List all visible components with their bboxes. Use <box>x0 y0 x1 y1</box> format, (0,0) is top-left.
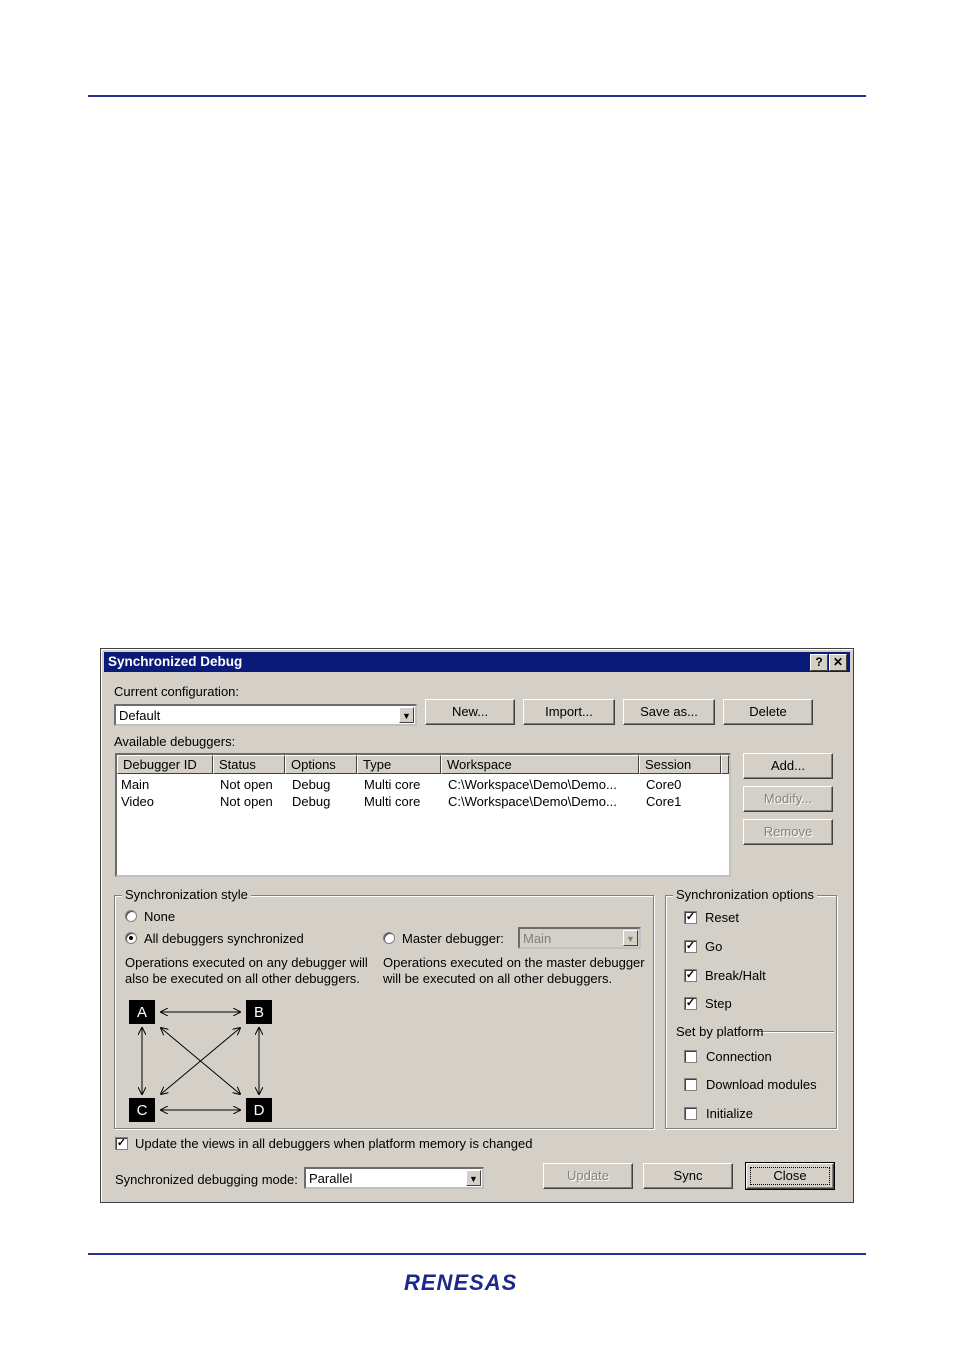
node-b: B <box>246 1000 272 1024</box>
debugging-mode-select[interactable] <box>304 1167 484 1189</box>
connection-label[interactable]: Connection <box>706 1049 772 1064</box>
row-status: Not open <box>220 794 273 809</box>
import-button[interactable]: Import... <box>523 699 615 725</box>
renesas-logo: RENESAS <box>404 1270 518 1295</box>
node-a: A <box>129 1000 155 1024</box>
synchronization-style-group <box>114 887 654 1129</box>
none-radio[interactable] <box>125 910 137 922</box>
master-debugger-value: Main <box>523 931 552 946</box>
download-modules-label[interactable]: Download modules <box>706 1077 817 1092</box>
row-workspace: C:\Workspace\Demo\Demo... <box>448 794 617 809</box>
close-window-button[interactable]: ✕ <box>829 654 847 671</box>
delete-button[interactable]: Delete <box>723 699 813 725</box>
break-halt-label[interactable]: Break/Halt <box>705 968 766 983</box>
available-debuggers-label: Available debuggers: <box>114 734 236 749</box>
all-synchronized-label[interactable]: All debuggers synchronized <box>144 931 304 946</box>
column-header-status[interactable]: Status <box>213 755 285 774</box>
reset-checkbox[interactable]: ✓ <box>685 911 696 923</box>
synchronized-debug-dialog <box>100 648 854 1203</box>
add-button[interactable]: Add... <box>743 753 833 779</box>
initialize-label[interactable]: Initialize <box>706 1106 753 1121</box>
row-debugger-id: Video <box>121 794 155 809</box>
synchronization-options-title: Synchronization options <box>673 887 817 902</box>
master-debugger-select[interactable] <box>518 927 641 949</box>
synchronization-style-title: Synchronization style <box>122 887 251 902</box>
step-label[interactable]: Step <box>705 996 732 1011</box>
all-desc-line-1: Operations executed on any debugger will <box>125 955 368 970</box>
sync-button[interactable]: Sync <box>643 1163 733 1189</box>
initialize-checkbox[interactable] <box>684 1107 697 1120</box>
platform-divider <box>756 1031 834 1033</box>
dialog-title: Synchronized Debug <box>108 654 243 669</box>
bottom-rule <box>88 1253 866 1255</box>
close-button-label: Close <box>750 1167 830 1185</box>
new-button[interactable]: New... <box>425 699 515 725</box>
go-label[interactable]: Go <box>705 939 723 954</box>
row-session: Core1 <box>646 794 682 809</box>
node-c: C <box>129 1098 155 1122</box>
all-synchronized-radio[interactable] <box>125 932 137 944</box>
mode-label: Synchronized debugging mode: <box>115 1172 298 1187</box>
column-header-debugger-id[interactable]: Debugger ID <box>117 755 213 774</box>
step-checkbox[interactable]: ✓ <box>685 997 696 1009</box>
master-debugger-label[interactable]: Master debugger: <box>402 931 504 946</box>
column-header-session[interactable]: Session <box>639 755 721 774</box>
chevron-down-icon[interactable]: ▼ <box>623 930 638 946</box>
master-desc-line-2: will be executed on all other debuggers. <box>383 971 613 986</box>
chevron-down-icon[interactable]: ▼ <box>399 707 414 723</box>
column-header-workspace[interactable]: Workspace <box>441 755 639 774</box>
modify-button[interactable]: Modify... <box>743 786 833 812</box>
row-type: Multi core <box>364 794 421 809</box>
update-views-checkbox[interactable]: ✓ <box>116 1137 127 1149</box>
synchronization-options-group <box>665 887 837 1129</box>
chevron-down-icon[interactable]: ▼ <box>466 1170 481 1186</box>
debuggers-list[interactable] <box>115 753 731 877</box>
row-type: Multi core <box>364 777 421 792</box>
download-modules-checkbox[interactable] <box>684 1078 697 1091</box>
master-debugger-radio[interactable] <box>383 932 395 944</box>
update-views-label[interactable]: Update the views in all debuggers when platform memory is changed <box>135 1136 533 1151</box>
set-by-platform-title: Set by platform <box>676 1024 764 1039</box>
column-header-type[interactable]: Type <box>357 755 441 774</box>
column-header-filler <box>721 755 729 774</box>
current-configuration-label: Current configuration: <box>114 684 240 699</box>
top-rule <box>88 95 866 97</box>
title-bar <box>104 652 850 672</box>
break-halt-checkbox[interactable]: ✓ <box>685 969 696 981</box>
row-workspace: C:\Workspace\Demo\Demo... <box>448 777 617 792</box>
remove-button[interactable]: Remove <box>743 819 833 845</box>
all-desc-line-2: also be executed on all other debuggers. <box>125 971 360 986</box>
reset-label[interactable]: Reset <box>705 910 739 925</box>
row-session: Core0 <box>646 777 682 792</box>
debugging-mode-value: Parallel <box>309 1171 353 1186</box>
row-options: Debug <box>292 794 331 809</box>
row-debugger-id: Main <box>121 777 150 792</box>
connection-checkbox[interactable] <box>684 1050 697 1063</box>
help-button[interactable]: ? <box>810 654 828 671</box>
close-button[interactable] <box>746 1163 834 1189</box>
configuration-value: Default <box>119 708 161 723</box>
master-desc-line-1: Operations executed on the master debugger <box>383 955 645 970</box>
node-d: D <box>246 1098 272 1122</box>
row-status: Not open <box>220 777 273 792</box>
column-header-options[interactable]: Options <box>285 755 357 774</box>
save-as-button[interactable]: Save as... <box>623 699 715 725</box>
row-options: Debug <box>292 777 331 792</box>
none-label[interactable]: None <box>144 909 176 924</box>
update-button[interactable]: Update <box>543 1163 633 1189</box>
go-checkbox[interactable]: ✓ <box>685 940 696 952</box>
configuration-select[interactable] <box>114 704 417 726</box>
